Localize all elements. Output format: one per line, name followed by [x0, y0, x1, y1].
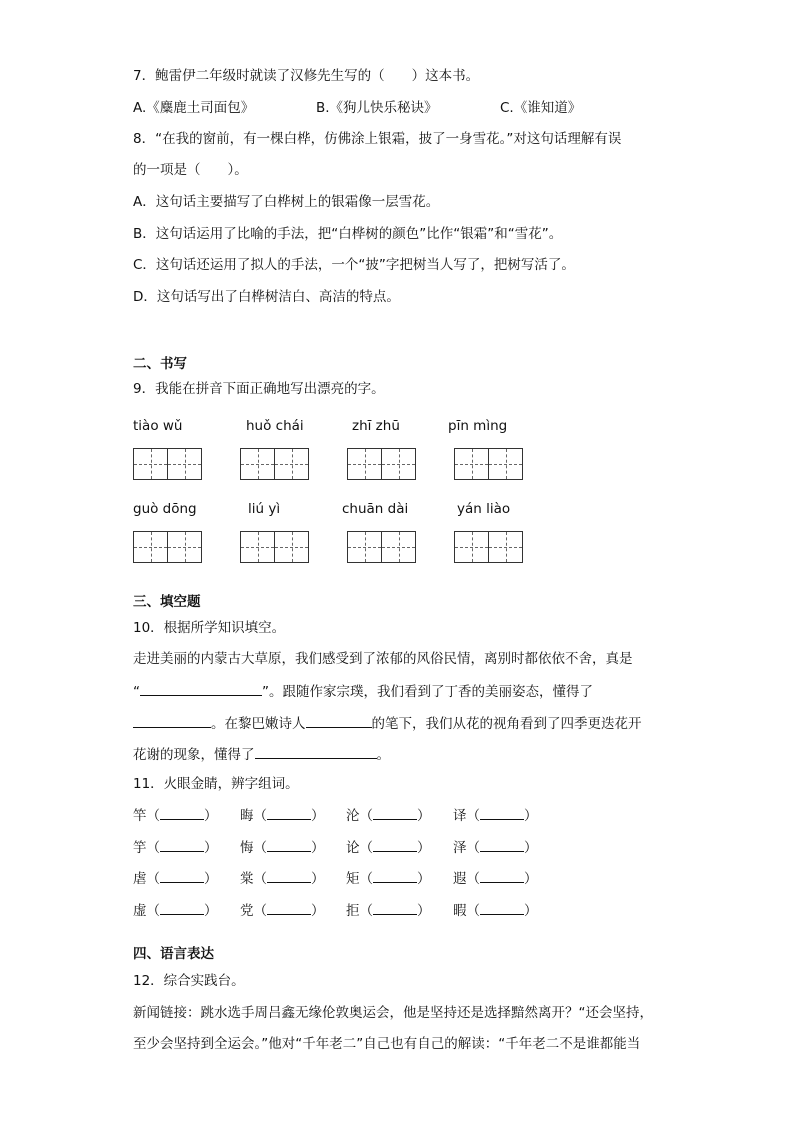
- q10-line2: [133, 681, 593, 701]
- paren-close: ）: [204, 808, 218, 824]
- paren-close: ）: [524, 840, 538, 856]
- char-compose-item: [240, 838, 325, 857]
- q8-option-c: C．这句话还运用了拟人的手法，一个“披”字把树当人写了，把树写活了。: [133, 257, 575, 273]
- char-label: 晦: [240, 808, 254, 824]
- q9-stem: 9．我能在拼音下面正确地写出漂亮的字。: [133, 381, 385, 397]
- writing-grid[interactable]: [454, 531, 524, 563]
- paren-open: （: [359, 840, 373, 856]
- word-blank[interactable]: [480, 838, 524, 852]
- word-blank[interactable]: [480, 869, 524, 883]
- word-blank[interactable]: [267, 901, 311, 915]
- paren-open: （: [253, 840, 267, 856]
- pinyin-label: yán liào: [457, 501, 511, 517]
- paren-open: （: [253, 871, 267, 887]
- paren-open: （: [146, 840, 160, 856]
- char-label: 遐: [453, 871, 467, 887]
- paren-close: ）: [311, 903, 325, 919]
- q10-line2-text: ”。跟随作家宗璞，我们看到了丁香的美丽姿态，懂得了: [262, 684, 593, 700]
- word-blank[interactable]: [373, 869, 417, 883]
- paren-close: ）: [417, 871, 431, 887]
- pinyin-label: pīn mìng: [448, 418, 508, 434]
- char-label: 沦: [346, 808, 360, 824]
- char-compose-item: [346, 901, 431, 920]
- paren-close: ）: [524, 808, 538, 824]
- pinyin-label: tiào wǔ: [133, 418, 183, 434]
- paren-close: ）: [204, 840, 218, 856]
- writing-grid[interactable]: [454, 448, 524, 480]
- char-label: 泽: [453, 840, 467, 856]
- pinyin-label: chuān dài: [342, 501, 409, 517]
- word-blank[interactable]: [267, 838, 311, 852]
- pinyin-label: liú yì: [248, 501, 281, 517]
- char-compose-item: [453, 838, 538, 857]
- pinyin-label: huǒ chái: [246, 418, 304, 434]
- char-compose-item: [453, 869, 538, 888]
- paren-close: ）: [204, 903, 218, 919]
- char-label: 译: [453, 808, 467, 824]
- char-compose-item: [133, 838, 218, 857]
- q8-option-a: A．这句话主要描写了白桦树上的银霜像一层雪花。: [133, 194, 440, 210]
- char-label: 论: [346, 840, 360, 856]
- q7-stem: 7．鲍雷伊二年级时就读了汉修先生写的（ ）这本书。: [133, 68, 480, 84]
- q10-line4-start: 花谢的现象，懂得了: [133, 747, 255, 763]
- paren-open: （: [146, 808, 160, 824]
- char-compose-item: [240, 869, 325, 888]
- writing-grid[interactable]: [240, 448, 310, 480]
- char-compose-item: [133, 806, 218, 825]
- q10-open-quote: “: [133, 684, 140, 700]
- char-compose-item: [453, 901, 538, 920]
- word-blank[interactable]: [373, 806, 417, 820]
- paren-open: （: [359, 871, 373, 887]
- char-compose-item: [346, 806, 431, 825]
- paren-close: ）: [417, 808, 431, 824]
- q7-option-a: A.《麋鹿土司面包》: [133, 100, 255, 116]
- char-label: 虚: [133, 903, 147, 919]
- paren-close: ）: [417, 840, 431, 856]
- char-compose-item: [453, 806, 538, 825]
- writing-grid[interactable]: [133, 448, 203, 480]
- q10-blank-1[interactable]: [140, 681, 262, 696]
- paren-open: （: [359, 808, 373, 824]
- char-label: 悔: [240, 840, 254, 856]
- paren-open: （: [359, 903, 373, 919]
- paren-close: ）: [311, 840, 325, 856]
- q7-option-b: B.《狗儿快乐秘诀》: [316, 100, 438, 116]
- section3-heading: 三、填空题: [133, 594, 201, 610]
- word-blank[interactable]: [160, 901, 204, 915]
- writing-grid[interactable]: [133, 531, 203, 563]
- word-blank[interactable]: [373, 901, 417, 915]
- q10-blank-3[interactable]: [306, 713, 372, 728]
- char-label: 党: [240, 903, 254, 919]
- q10-line4: [133, 744, 390, 764]
- q10-line3-end: 的笔下，我们从花的视角看到了四季更迭花开: [371, 716, 642, 732]
- q10-blank-4[interactable]: [255, 744, 377, 759]
- q10-line3-mid: 。在黎巴嫩诗人: [211, 716, 306, 732]
- char-label: 暇: [453, 903, 467, 919]
- paren-open: （: [466, 871, 480, 887]
- char-compose-item: [346, 838, 431, 857]
- paren-close: ）: [311, 871, 325, 887]
- pinyin-label: zhī zhū: [352, 418, 400, 434]
- paren-close: ）: [311, 808, 325, 824]
- char-label: 竿: [133, 808, 147, 824]
- paren-open: （: [466, 840, 480, 856]
- char-label: 拒: [346, 903, 360, 919]
- char-compose-item: [346, 869, 431, 888]
- paren-open: （: [253, 808, 267, 824]
- writing-grid[interactable]: [347, 448, 417, 480]
- q8-stem-line2: 的一项是（ ）。: [133, 162, 248, 178]
- section4-heading: 四、语言表达: [133, 946, 214, 962]
- word-blank[interactable]: [160, 869, 204, 883]
- q12-line2: 至少会坚持到全运会。”他对“千年老二”自己也有自己的解读：“千年老二不是谁都能当: [133, 1036, 641, 1052]
- q10-line3: [133, 713, 642, 733]
- word-blank[interactable]: [373, 838, 417, 852]
- q10-blank-2[interactable]: [133, 713, 211, 728]
- paren-open: （: [466, 903, 480, 919]
- q12-line1: 新闻链接：跳水选手周吕鑫无缘伦敦奥运会，他是坚持还是选择黯然离开？“还会坚持，: [133, 1005, 653, 1021]
- word-blank[interactable]: [267, 806, 311, 820]
- paren-close: ）: [204, 871, 218, 887]
- q10-stem: 10．根据所学知识填空。: [133, 620, 286, 636]
- paren-close: ）: [524, 871, 538, 887]
- word-blank[interactable]: [480, 806, 524, 820]
- word-blank[interactable]: [480, 901, 524, 915]
- paren-open: （: [253, 903, 267, 919]
- q8-option-b: B．这句话运用了比喻的手法，把“白桦树的颜色”比作“银霜”和“雪花”。: [133, 226, 563, 242]
- paren-open: （: [146, 871, 160, 887]
- char-compose-item: [133, 869, 218, 888]
- q10-line1: 走进美丽的内蒙古大草原，我们感受到了浓郁的风俗民情，离别时都依依不舍，真是: [133, 651, 633, 667]
- word-blank[interactable]: [160, 838, 204, 852]
- char-label: 矩: [346, 871, 360, 887]
- section2-heading: 二、书写: [133, 356, 187, 372]
- char-label: 虐: [133, 871, 147, 887]
- char-compose-item: [133, 901, 218, 920]
- char-compose-item: [240, 901, 325, 920]
- char-label: 竽: [133, 840, 147, 856]
- word-blank[interactable]: [267, 869, 311, 883]
- paren-open: （: [146, 903, 160, 919]
- q8-option-d: D．这句话写出了白桦树洁白、高洁的特点。: [133, 289, 400, 305]
- word-blank[interactable]: [160, 806, 204, 820]
- q7-option-c: C.《谁知道》: [500, 100, 582, 116]
- char-compose-item: [240, 806, 325, 825]
- paren-close: ）: [417, 903, 431, 919]
- paren-close: ）: [524, 903, 538, 919]
- writing-grid[interactable]: [240, 531, 310, 563]
- paren-open: （: [466, 808, 480, 824]
- writing-grid[interactable]: [347, 531, 417, 563]
- q10-line4-end: 。: [376, 747, 390, 763]
- pinyin-label: guò dōng: [133, 501, 197, 517]
- char-label: 棠: [240, 871, 254, 887]
- q12-stem: 12．综合实践台。: [133, 973, 245, 989]
- q8-stem-line1: 8．“在我的窗前，有一棵白桦，仿佛涂上银霜，披了一身雪花。”对这句话理解有误: [133, 131, 622, 147]
- q11-stem: 11．火眼金睛，辨字组词。: [133, 776, 299, 792]
